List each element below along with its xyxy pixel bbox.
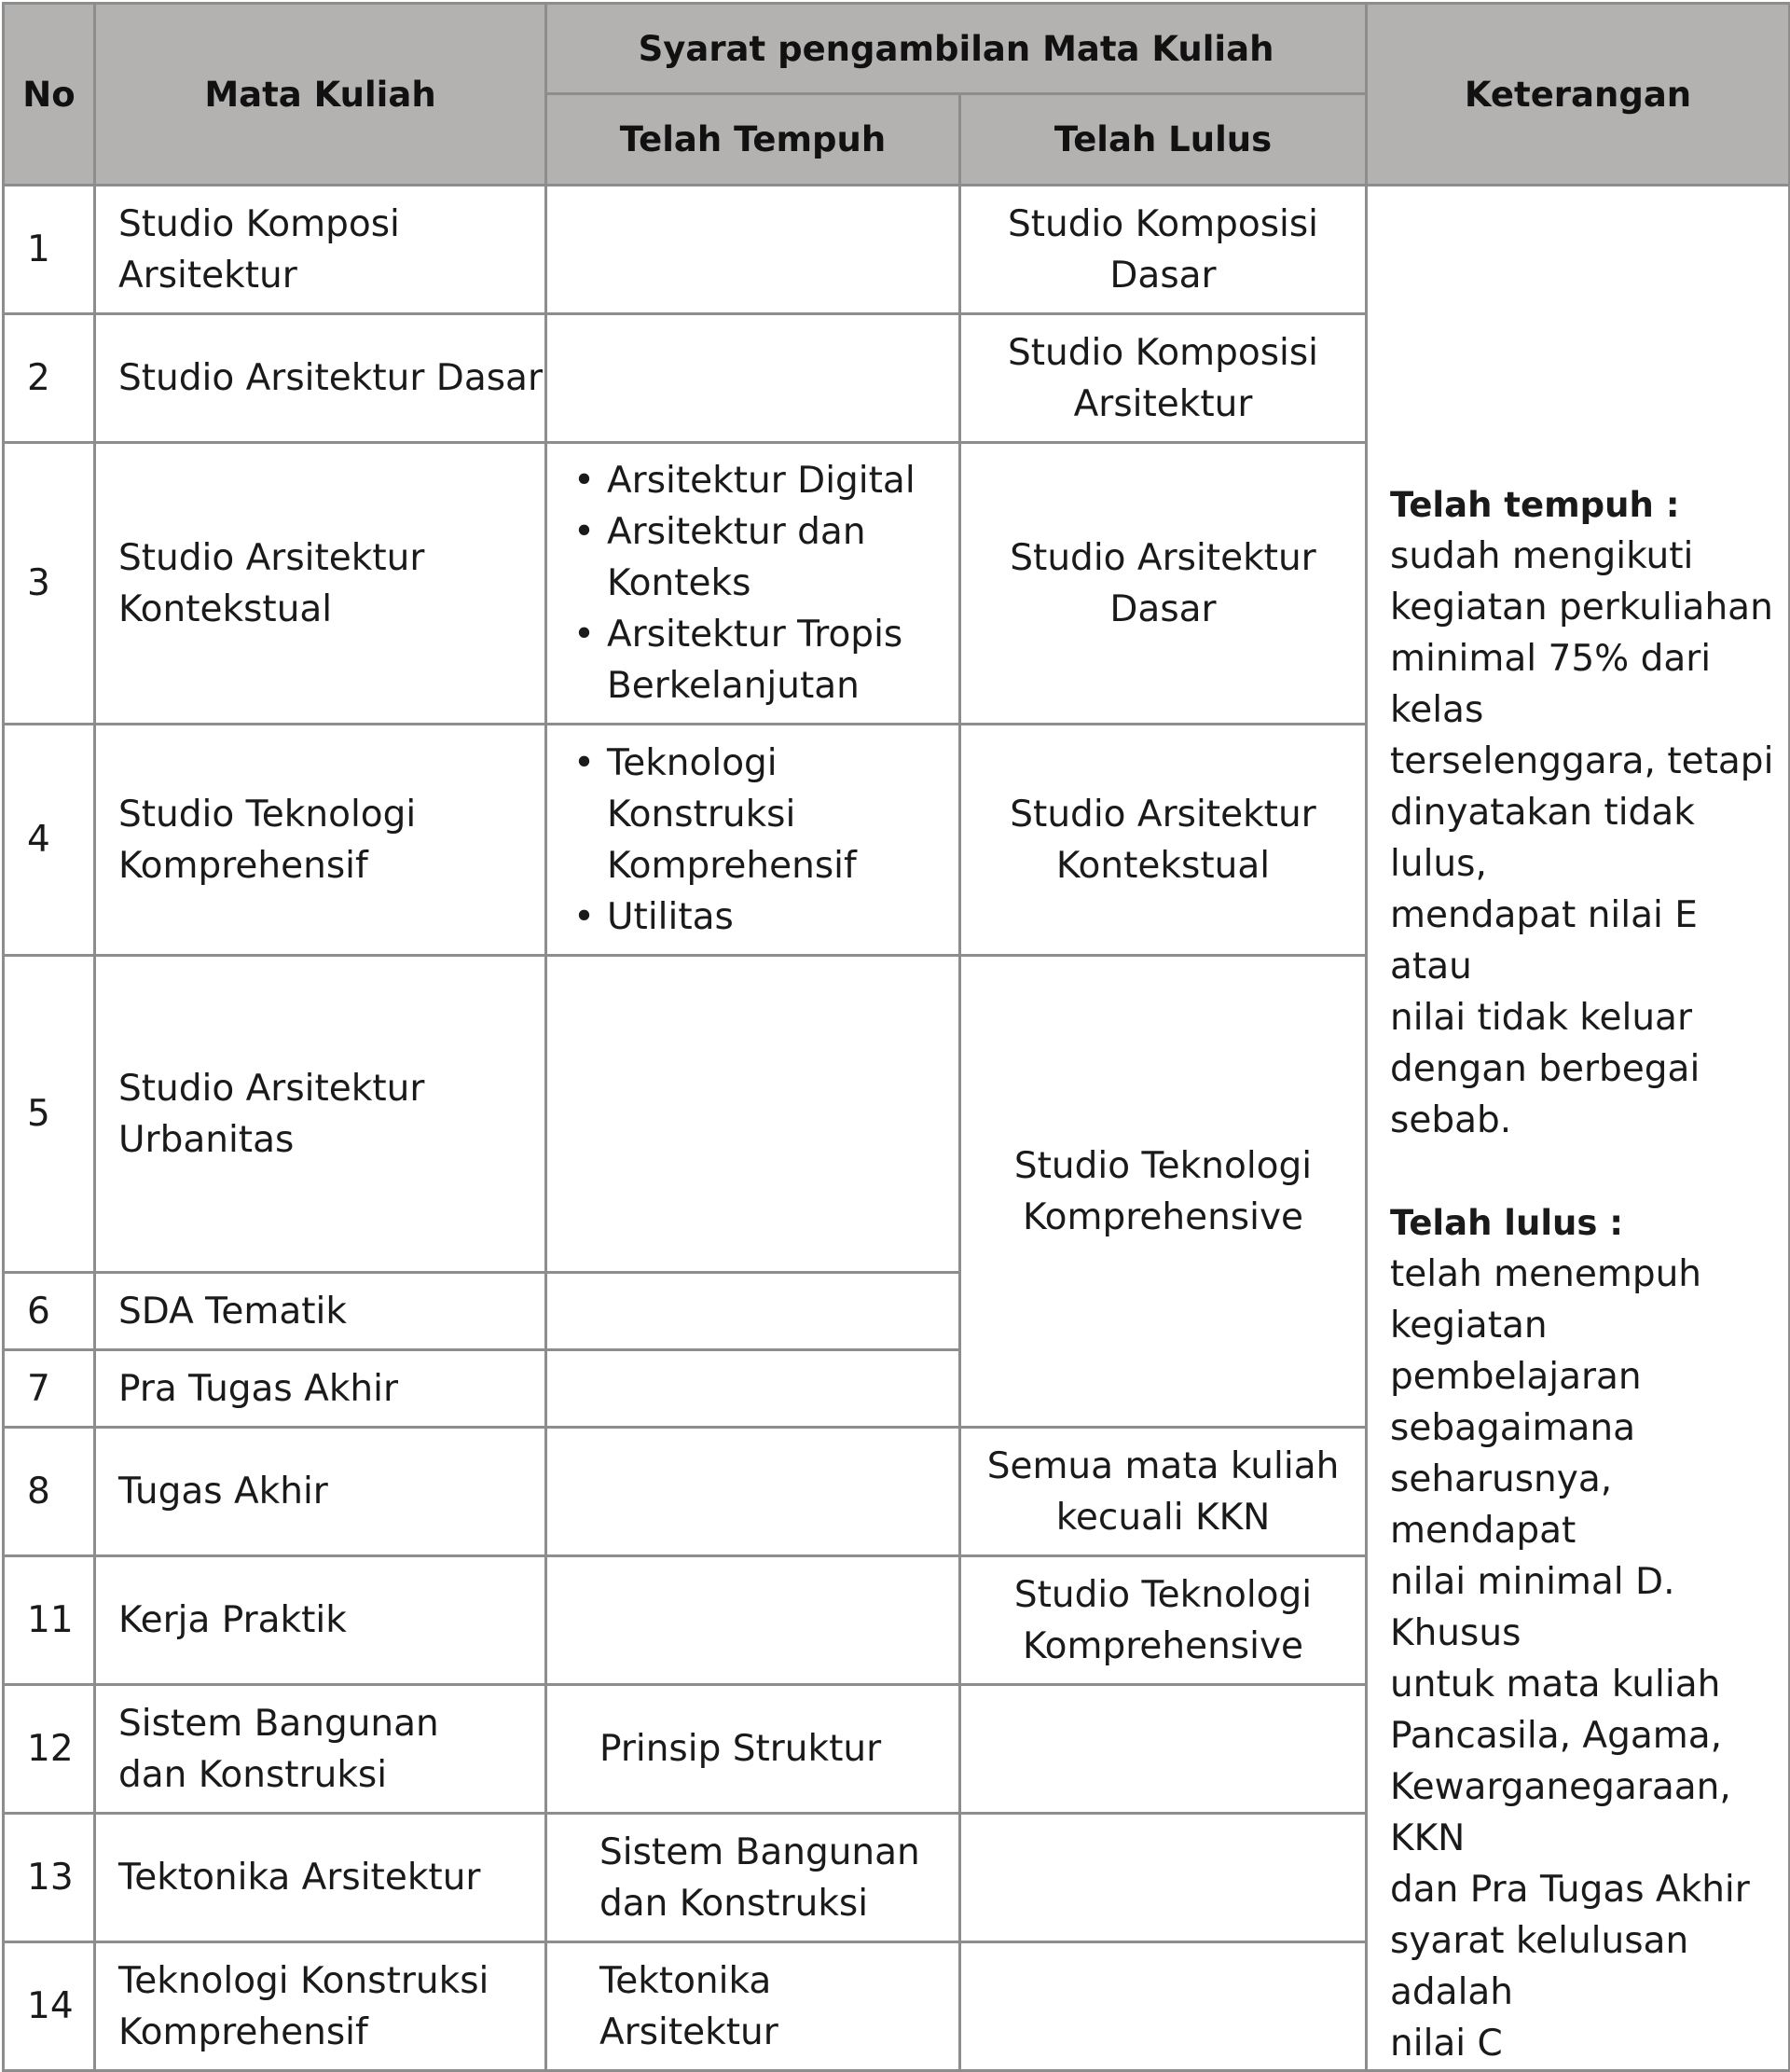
row-no: 2 [4, 314, 95, 443]
row-telah-lulus: Studio Komposisi Arsitektur [960, 314, 1367, 443]
row-no: 13 [4, 1814, 95, 1942]
list-item: • Arsitektur dan Konteks [573, 506, 958, 609]
row-telah-tempuh [546, 1556, 960, 1685]
row-mata-kuliah: Pra Tugas Akhir [95, 1350, 546, 1428]
row-telah-lulus: Studio Komposisi Dasar [960, 186, 1367, 314]
row-no: 5 [4, 956, 95, 1273]
row-telah-lulus: Studio Arsitektur Dasar [960, 443, 1367, 725]
row-mata-kuliah: Teknologi Konstruksi Komprehensif [95, 1942, 546, 2071]
row-no: 1 [4, 186, 95, 314]
keterangan-tempuh-text: sudah mengikuti kegiatan perkuliahan minimal 75% dari kelas terselenggara, tetapi dinyatakan tidak lulus, mendapat nilai E atau nilai tidak keluar dengan berbegai sebab. [1390, 535, 1774, 1141]
row-mata-kuliah: SDA Tematik [95, 1273, 546, 1350]
row-no: 8 [4, 1428, 95, 1556]
list-item: • Arsitektur Digital [573, 455, 958, 506]
row-telah-tempuh: Prinsip Struktur [546, 1685, 960, 1814]
row-no: 6 [4, 1273, 95, 1350]
row-no: 11 [4, 1556, 95, 1685]
row-no: 12 [4, 1685, 95, 1814]
row-telah-tempuh [546, 1273, 960, 1350]
row-telah-tempuh: Tektonika Arsitektur [546, 1942, 960, 2071]
row-mata-kuliah: Studio Arsitektur Dasar [95, 314, 546, 443]
row-telah-tempuh [546, 956, 960, 1273]
row-telah-lulus [960, 1942, 1367, 2071]
row-no: 4 [4, 725, 95, 956]
row-telah-tempuh [546, 1350, 960, 1428]
list-item: • Utilitas [573, 891, 958, 943]
row-mata-kuliah: Studio Teknologi Komprehensif [95, 725, 546, 956]
header-no: No [4, 4, 95, 186]
list-item: • Teknologi Konstruksi Komprehensif [573, 738, 958, 891]
header-telah-tempuh: Telah Tempuh [546, 94, 960, 186]
header-mata-kuliah: Mata Kuliah [95, 4, 546, 186]
keterangan-lulus-title: Telah lulus : [1390, 1203, 1624, 1243]
row-no: 14 [4, 1942, 95, 2071]
row-telah-tempuh [546, 186, 960, 314]
row-telah-tempuh [546, 1428, 960, 1556]
row-telah-lulus: Semua mata kuliah kecuali KKN [960, 1428, 1367, 1556]
prerequisite-table [2, 2, 1790, 2072]
row-telah-tempuh [546, 314, 960, 443]
row-telah-lulus: Studio Teknologi Komprehensive [960, 956, 1367, 1428]
prerequisite-list [573, 738, 958, 943]
keterangan-lulus-text: telah menempuh kegiatan pembelajaran sebagaimana seharusnya, mendapat nilai minimal D. Khusus untuk mata kuliah Pancasila, Agama, Kewarganegaraan, KKN dan Pra Tugas Akhir syarat kelulusan adalah nilai C [1390, 1253, 1750, 2065]
table-row [4, 186, 1790, 314]
row-mata-kuliah: Tektonika Arsitektur [95, 1814, 546, 1942]
header-keterangan: Keterangan [1367, 4, 1790, 186]
keterangan-tempuh-title: Telah tempuh : [1390, 485, 1680, 525]
row-telah-lulus: Studio Teknologi Komprehensive [960, 1556, 1367, 1685]
row-no: 7 [4, 1350, 95, 1428]
row-mata-kuliah: Kerja Praktik [95, 1556, 546, 1685]
row-telah-tempuh [546, 443, 960, 725]
row-mata-kuliah: Studio Komposi Arsitektur [95, 186, 546, 314]
row-telah-tempuh: Sistem Bangunan dan Konstruksi [546, 1814, 960, 1942]
row-telah-lulus [960, 1685, 1367, 1814]
row-mata-kuliah: Sistem Bangunan dan Konstruksi [95, 1685, 546, 1814]
row-mata-kuliah: Studio Arsitektur Kontekstual [95, 443, 546, 725]
row-mata-kuliah: Tugas Akhir [95, 1428, 546, 1556]
keterangan-cell [1367, 186, 1790, 2071]
row-telah-lulus [960, 1814, 1367, 1942]
row-mata-kuliah: Studio Arsitektur Urbanitas [95, 956, 546, 1273]
table-header [4, 4, 1790, 186]
row-no: 3 [4, 443, 95, 725]
header-syarat: Syarat pengambilan Mata Kuliah [546, 4, 1367, 94]
prerequisite-list [573, 455, 958, 711]
header-telah-lulus: Telah Lulus [960, 94, 1367, 186]
list-item: • Arsitektur Tropis Berkelanjutan [573, 609, 958, 711]
row-telah-tempuh [546, 725, 960, 956]
row-telah-lulus: Studio Arsitektur Kontekstual [960, 725, 1367, 956]
